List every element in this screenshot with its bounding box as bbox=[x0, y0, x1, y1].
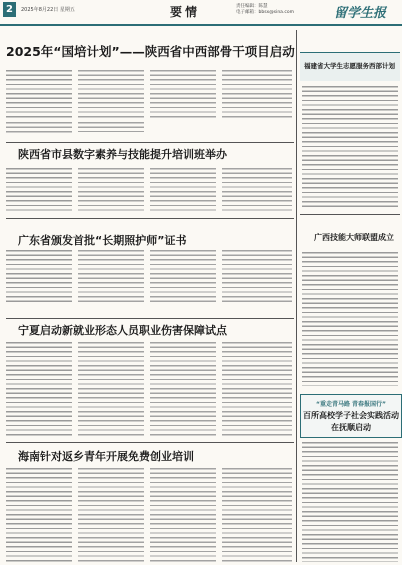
section-title: 要情 bbox=[170, 5, 201, 19]
article-1-title: 2025年“国培计划”——陕西省中西部骨干项目启动 bbox=[6, 44, 295, 59]
sidebar-item-3-body bbox=[302, 442, 398, 562]
divider-1 bbox=[6, 142, 294, 143]
article-3-body-col1 bbox=[6, 250, 72, 302]
article-5-body-col2 bbox=[78, 468, 144, 562]
sidebar-item-1-title: 福建省大学生志愿服务西部计划 bbox=[304, 62, 395, 70]
editor-info bbox=[236, 4, 294, 16]
article-4-body-col3 bbox=[150, 342, 216, 438]
page-header bbox=[0, 0, 402, 26]
article-1-body-col2 bbox=[78, 70, 144, 120]
newspaper-logo: 留学生报 bbox=[334, 6, 387, 21]
feature-subtitle: “重走青马路 青春报国行” bbox=[316, 401, 386, 408]
article-3-title: 广东省颁发首批“长期照护师”证书 bbox=[18, 234, 187, 247]
article-2-body-col3 bbox=[150, 168, 216, 212]
article-4-title: 宁夏启动新就业形态人员职业伤害保障试点 bbox=[18, 324, 227, 337]
issue-date: 2025年8月22日 星期五 bbox=[21, 7, 75, 13]
article-5-title: 海南针对返乡青年开展免费创业培训 bbox=[18, 450, 194, 463]
sidebar-divider-1 bbox=[300, 214, 400, 215]
sidebar-item-1-body bbox=[302, 86, 398, 210]
sidebar-item-2-title: 广西技能大师联盟成立 bbox=[314, 233, 394, 242]
article-3-body-col3 bbox=[150, 250, 216, 302]
feature-title-line1: 百所高校学子社会实践活动 bbox=[303, 411, 399, 420]
editor-name: 责任编辑：陈慧 bbox=[236, 4, 268, 9]
article-4-body-col4 bbox=[222, 342, 292, 438]
divider-4 bbox=[6, 442, 294, 443]
article-1-body-col1b bbox=[6, 122, 72, 136]
article-4-body-col1 bbox=[6, 342, 72, 438]
article-5-body-col4 bbox=[222, 468, 292, 562]
column-divider bbox=[296, 30, 297, 562]
article-4-body-col2 bbox=[78, 342, 144, 438]
divider-2 bbox=[6, 218, 294, 219]
feature-title-line2: 在抚顺启动 bbox=[331, 423, 371, 432]
sidebar-feature-box bbox=[300, 394, 402, 438]
article-2-body-col2 bbox=[78, 168, 144, 212]
page-number: 2 bbox=[3, 2, 16, 17]
article-5-body-col1 bbox=[6, 468, 72, 562]
editor-email: 电子邮箱：bbsx@sina.com bbox=[236, 10, 294, 15]
article-1-body-col2b bbox=[78, 122, 144, 132]
article-2-body-col4 bbox=[222, 168, 292, 212]
article-3-body-col4 bbox=[222, 250, 292, 302]
article-1-body-col3 bbox=[150, 70, 216, 120]
divider-3 bbox=[6, 318, 294, 319]
article-2-title: 陕西省市县数字素养与技能提升培训班举办 bbox=[18, 148, 227, 161]
sidebar-item-2-body bbox=[302, 252, 398, 386]
article-1-body-col1 bbox=[6, 70, 72, 120]
article-2-body-col1 bbox=[6, 168, 72, 212]
article-1-body-col4 bbox=[222, 70, 292, 120]
article-3-body-col2 bbox=[78, 250, 144, 302]
article-5-body-col3 bbox=[150, 468, 216, 562]
